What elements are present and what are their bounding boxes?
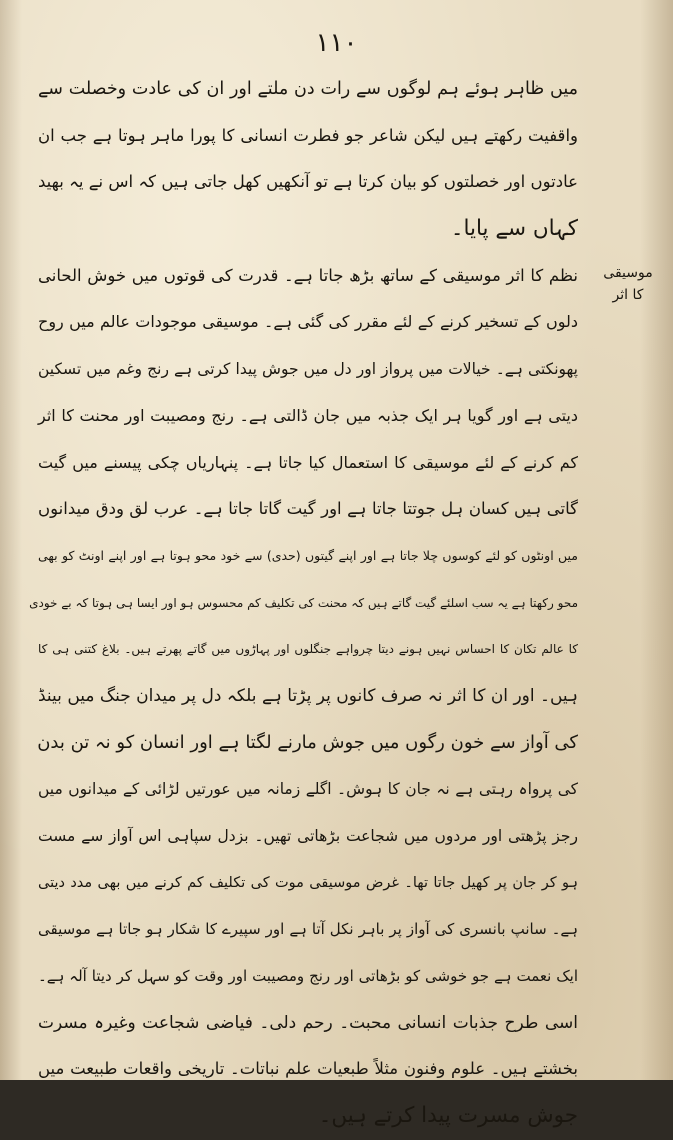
text-line: کی آواز سے خون رگوں میں جوش مارنے لگتا ہے اور انسان کو نہ تن بدن — [37, 731, 578, 753]
text-line: ہیں۔ اور ان کا اثر نہ صرف کانوں پر پڑتا ہے بلکہ دل پر میدان جنگ میں بینڈ — [38, 685, 578, 706]
margin-note-line: کا اثر — [612, 287, 644, 303]
text-line: کم کرنے کے لئے موسیقی کا استعمال کیا جاتا ہے۔ پنہاریاں چکی پیسنے میں گیت — [38, 452, 578, 472]
text-line: جوش مسرت پیدا کرتے ہیں۔ — [318, 1103, 578, 1129]
text-line: ہو کر جان پر کھیل جاتا تھا۔ غرض موسیقی موت کی تکلیف کم کرنے میں بھی مدد دیتی — [38, 874, 578, 891]
text-line: ایک نعمت ہے جو خوشی کو بڑھاتی اور رنج ومصیبت اور وقت کو سہل کر دیتا آلہ ہے۔ — [38, 967, 578, 986]
text-line: نظم کا اثر موسیقی کے ساتھ بڑھ جاتا ہے۔ قدرت کی قوتوں میں خوش الحانی — [38, 265, 578, 285]
text-line: میں ظاہر ہوئے ہم لوگوں سے رات دن ملتے اور ان کی عادت وخصلت سے — [38, 79, 578, 99]
page-number: ۱۱۰ — [315, 28, 358, 58]
text-line: کا عالم تکان کا احساس نہیں ہونے دیتا چرواہے جنگلوں اور پہاڑوں میں گاتے پھرتے ہیں۔ بلاغ کتنی ہی کا — [38, 642, 578, 657]
text-line: دلوں کے تسخیر کرنے کے لئے مقرر کی گئی ہے۔ موسیقی موجودات عالم میں روح — [38, 312, 578, 332]
text-line: رجز پڑھتی اور مردوں میں شجاعت بڑھاتی تھیں۔ بزدل سپاہی اس آواز سے مست — [38, 827, 578, 845]
text-line: واقفیت رکھتے ہیں لیکن شاعر جو فطرت انسانی کا پورا ماہر ہوتا ہے جب ان — [38, 125, 578, 145]
margin-note — [600, 262, 656, 306]
text-line: اسی طرح جذبات انسانی محبت۔ رحم دلی۔ فیاضی شجاعت وغیرہ مسرت — [38, 1012, 578, 1033]
body-text — [29, 66, 578, 1140]
text-line: دیتی ہے اور گویا ہر ایک جذبہ میں جان ڈالتی ہے۔ رنج ومصیبت اور محنت کا اثر — [38, 405, 578, 425]
margin-note-line: موسیقی — [603, 265, 653, 281]
text-line: بخشتے ہیں۔ علوم وفنون مثلاً طبعیات علم نباتات۔ تاریخی واقعات طبیعت میں — [38, 1059, 578, 1079]
text-line: کہاں سے پایا۔ — [450, 216, 578, 242]
text-line: کی پرواہ رہتی ہے نہ جان کا ہوش۔ اگلے زمانہ میں عورتیں لڑائی کے میدانوں میں — [38, 780, 578, 799]
text-line: گاتی ہیں کسان ہل جوتتا جاتا ہے اور گیت گاتا جاتا ہے۔ عرب لق ودق میدانوں — [38, 499, 578, 519]
text-line: محو رکھتا ہے یہ سب اسلئے گیت گاتے ہیں کہ محنت کی تکلیف کم محسوس ہو اور ایسا ہی ہوتا کہ بے خودی — [29, 595, 578, 610]
text-line: میں اونٹوں کو لئے کوسوں چلا جاتا ہے اور اپنے گیتوں (حدی) سے خود محو ہوتا ہے اور اپنے اونٹ کو بھی — [38, 547, 578, 563]
text-line: پھونکتی ہے۔ خیالات میں پرواز اور دل میں جوش پیدا کرتی ہے رنج وغم میں تسکین — [38, 360, 578, 379]
text-line: عادتوں اور خصلتوں کو بیان کرتا ہے تو آنکھیں کھل جاتی ہیں کہ اس نے یہ بھید — [38, 172, 578, 192]
text-line: ہے۔ سانپ بانسری کی آواز پر باہر نکل آتا ہے اور سپیرے کا شکار ہو جاتا ہے موسیقی — [38, 920, 578, 939]
